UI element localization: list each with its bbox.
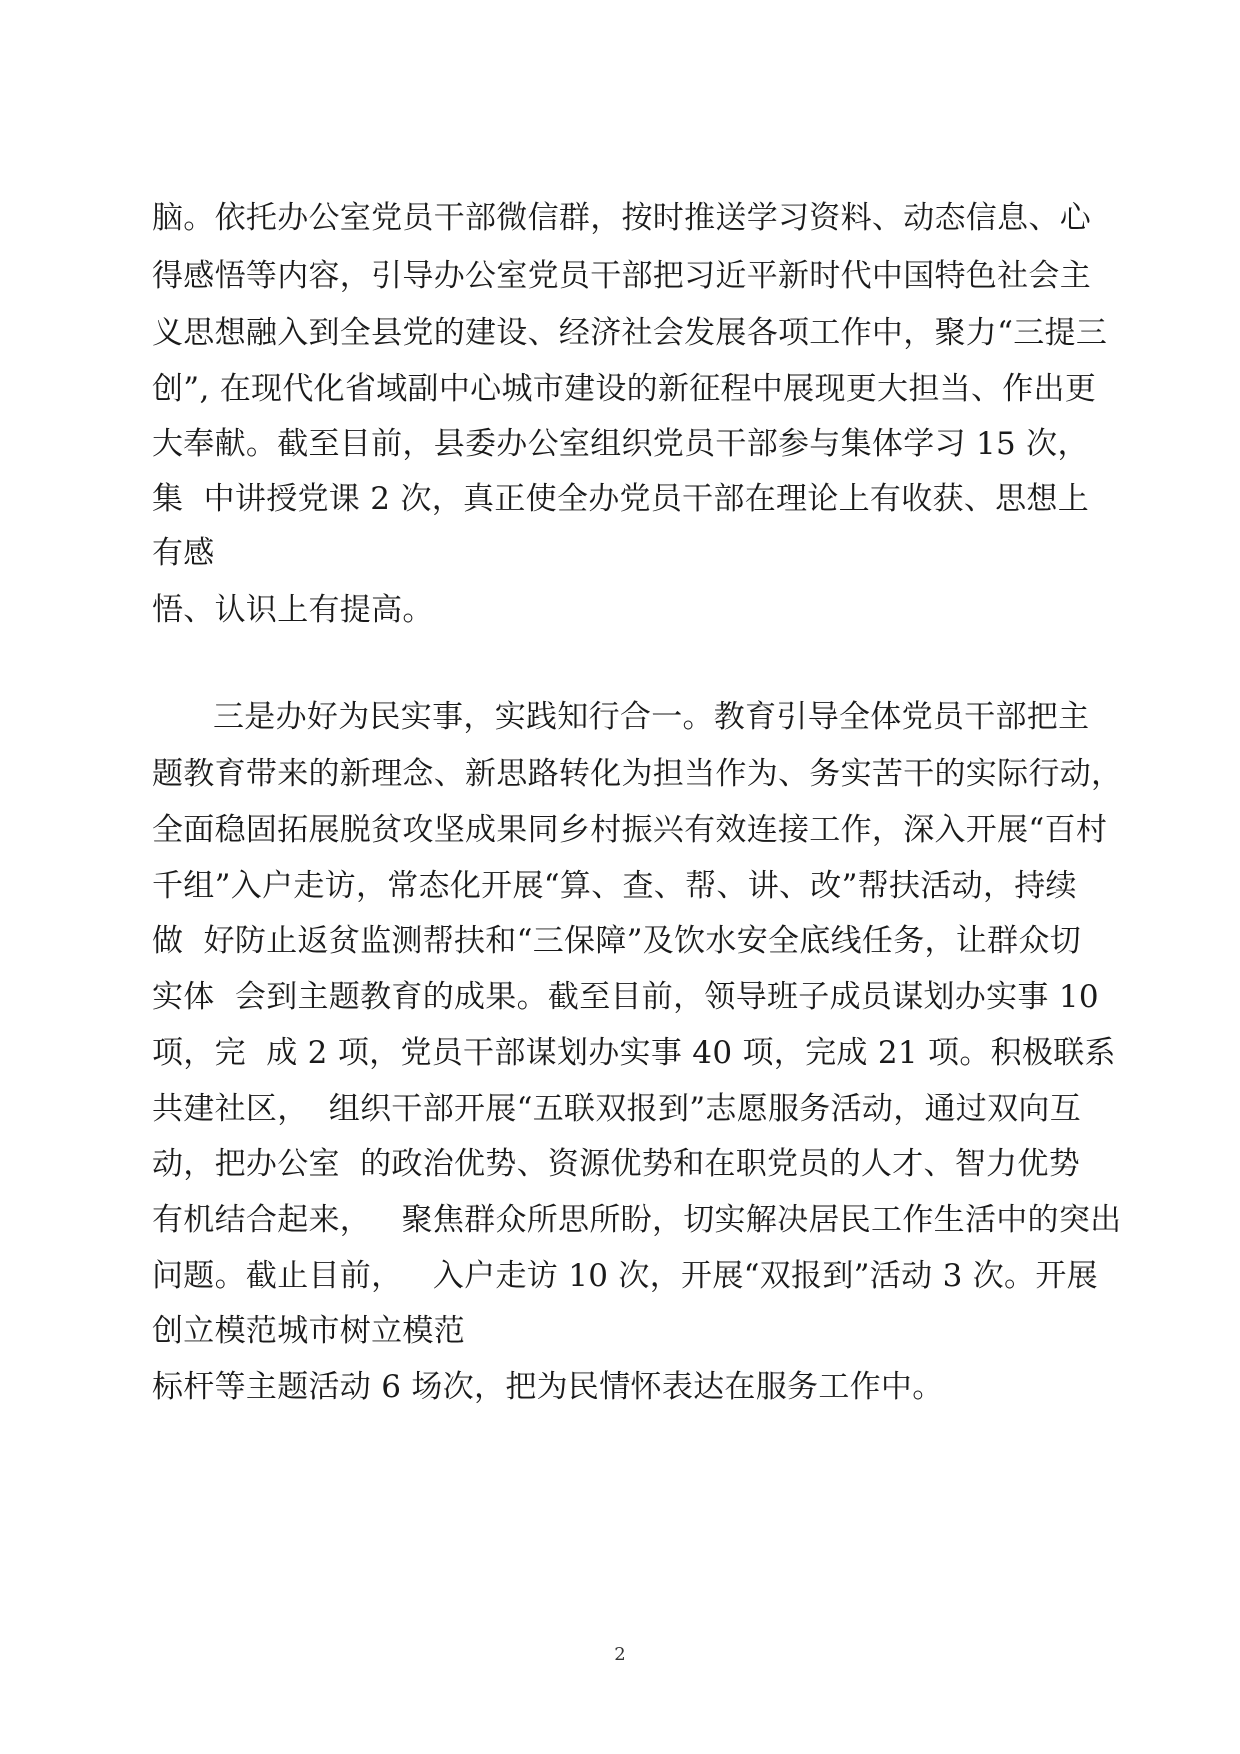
- text-line: 动，把办公室 的政治优势、资源优势和在职党员的人才、智力优势: [152, 1146, 1081, 1182]
- text-line: 有感: [152, 535, 215, 571]
- text-line: 问题。截止目前， 入户走访 10 次，开展“双报到”活动 3 次。开展: [152, 1258, 1098, 1294]
- text-line: 有机结合起来， 聚焦群众所思所盼，切实解决居民工作生活中的突出: [152, 1202, 1122, 1238]
- text-line: 千组”入户走访，常态化开展“算、查、帮、讲、改”帮扶活动，持续: [152, 868, 1077, 904]
- text-line: 脑。依托办公室党员干部微信群，按时推送学习资料、动态信息、心: [152, 200, 1091, 236]
- text-line: 项，完 成 2 项，党员干部谋划办实事 40 项，完成 21 项。积极联系: [152, 1035, 1116, 1071]
- text-line: 共建社区， 组织干部开展“五联双报到”志愿服务活动，通过双向互: [152, 1091, 1082, 1127]
- text-line: 大奉献。截至目前，县委办公室组织党员干部参与集体学习 15 次，: [152, 426, 1089, 462]
- text-line: 实体 会到主题教育的成果。截至目前，领导班子成员谋划办实事 10: [152, 979, 1099, 1015]
- text-line: 悟、认识上有提高。: [152, 592, 434, 628]
- text-line: 得感悟等内容，引导办公室党员干部把习近平新时代中国特色社会主: [152, 258, 1091, 294]
- text-line: 义思想融入到全县党的建设、经济社会发展各项工作中，聚力“三提三: [152, 315, 1108, 351]
- text-line: 标杆等主题活动 6 场次，把为民情怀表达在服务工作中。: [152, 1369, 944, 1405]
- text-line: 创”, 在现代化省域副中心城市建设的新征程中展现更大担当、作出更: [152, 371, 1097, 407]
- page-number: 2: [614, 1644, 626, 1665]
- text-line: 题教育带来的新理念、新思路转化为担当作为、务实苦干的实际行动，: [152, 756, 1123, 792]
- text-line: 创立模范城市树立模范: [152, 1313, 465, 1349]
- text-line: 全面稳固拓展脱贫攻坚成果同乡村振兴有效连接工作，深入开展“百村: [152, 812, 1108, 848]
- text-line: 三是办好为民实事，实践知行合一。教育引导全体党员干部把主: [213, 699, 1090, 735]
- text-line: 做 好防止返贫监测帮扶和“三保障”及饮水安全底线任务，让群众切: [152, 923, 1082, 959]
- text-line: 集 中讲授党课 2 次，真正使全办党员干部在理论上有收获、思想上: [152, 481, 1090, 517]
